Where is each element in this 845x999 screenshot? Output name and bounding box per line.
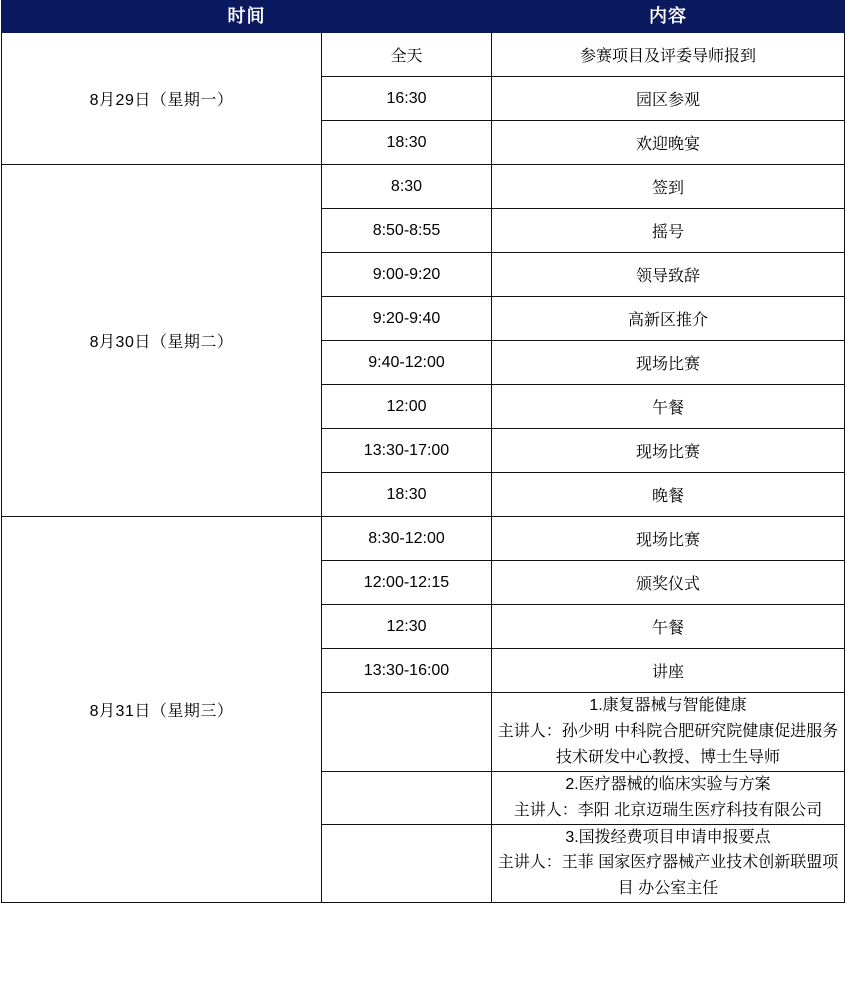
schedule-time-cell: 13:30-17:00 xyxy=(322,429,492,473)
schedule-table xyxy=(1,0,845,903)
schedule-content-cell xyxy=(492,771,845,824)
schedule-time-cell: 18:30 xyxy=(322,473,492,517)
schedule-date-cell: 8月30日（星期二） xyxy=(2,165,322,517)
schedule-content-cell: 晚餐 xyxy=(492,473,845,517)
schedule-content-cell xyxy=(492,824,845,903)
schedule-content-line: 主讲人：孙少明 中科院合肥研究院健康促进服务技术研发中心教授、博士生导师 xyxy=(497,722,839,766)
schedule-time-cell: 12:30 xyxy=(322,605,492,649)
table-row xyxy=(2,517,845,561)
schedule-content-cell: 午餐 xyxy=(492,605,845,649)
schedule-content-cell: 午餐 xyxy=(492,385,845,429)
header-row xyxy=(2,1,845,33)
schedule-time-cell: 全天 xyxy=(322,33,492,77)
schedule-content-line: 主讲人：李阳 北京迈瑞生医疗科技有限公司 xyxy=(513,801,823,819)
schedule-content-cell: 颁奖仪式 xyxy=(492,561,845,605)
schedule-content-cell: 欢迎晚宴 xyxy=(492,121,845,165)
schedule-content-cell: 现场比赛 xyxy=(492,341,845,385)
schedule-time-cell: 8:30 xyxy=(322,165,492,209)
header-content: 内容 xyxy=(492,1,845,33)
schedule-content-cell: 签到 xyxy=(492,165,845,209)
schedule-content-line: 1.康复器械与智能健康 xyxy=(589,697,747,714)
schedule-date-cell: 8月29日（星期一） xyxy=(2,33,322,165)
schedule-time-cell: 16:30 xyxy=(322,77,492,121)
schedule-content-line: 主讲人：王菲 国家医疗器械产业技术创新联盟项目 办公室主任 xyxy=(497,854,839,898)
schedule-content-cell: 参赛项目及评委导师报到 xyxy=(492,33,845,77)
schedule-content-cell: 园区参观 xyxy=(492,77,845,121)
schedule-time-cell: 8:50-8:55 xyxy=(322,209,492,253)
schedule-time-cell xyxy=(322,693,492,772)
schedule-content-line: 2.医疗器械的临床实验与方案 xyxy=(565,775,771,793)
schedule-time-cell: 18:30 xyxy=(322,121,492,165)
header-time: 时间 xyxy=(2,1,492,33)
schedule-content-cell: 摇号 xyxy=(492,209,845,253)
schedule-time-cell: 12:00 xyxy=(322,385,492,429)
schedule-date-cell: 8月31日（星期三） xyxy=(2,517,322,903)
schedule-time-cell xyxy=(322,824,492,903)
schedule-time-cell xyxy=(322,771,492,824)
schedule-content-cell: 现场比赛 xyxy=(492,517,845,561)
schedule-time-cell: 8:30-12:00 xyxy=(322,517,492,561)
schedule-content-cell: 领导致辞 xyxy=(492,253,845,297)
schedule-time-cell: 13:30-16:00 xyxy=(322,649,492,693)
table-row xyxy=(2,33,845,77)
table-body xyxy=(2,33,845,903)
schedule-content-cell: 现场比赛 xyxy=(492,429,845,473)
schedule-time-cell: 9:20-9:40 xyxy=(322,297,492,341)
schedule-time-cell: 9:00-9:20 xyxy=(322,253,492,297)
schedule-content-cell xyxy=(492,693,845,772)
schedule-time-cell: 12:00-12:15 xyxy=(322,561,492,605)
table-header xyxy=(2,1,845,33)
schedule-content-cell: 讲座 xyxy=(492,649,845,693)
schedule-content-cell: 高新区推介 xyxy=(492,297,845,341)
schedule-time-cell: 9:40-12:00 xyxy=(322,341,492,385)
table-row xyxy=(2,165,845,209)
schedule-content-line: 3.国拨经费项目申请申报要点 xyxy=(565,828,771,846)
